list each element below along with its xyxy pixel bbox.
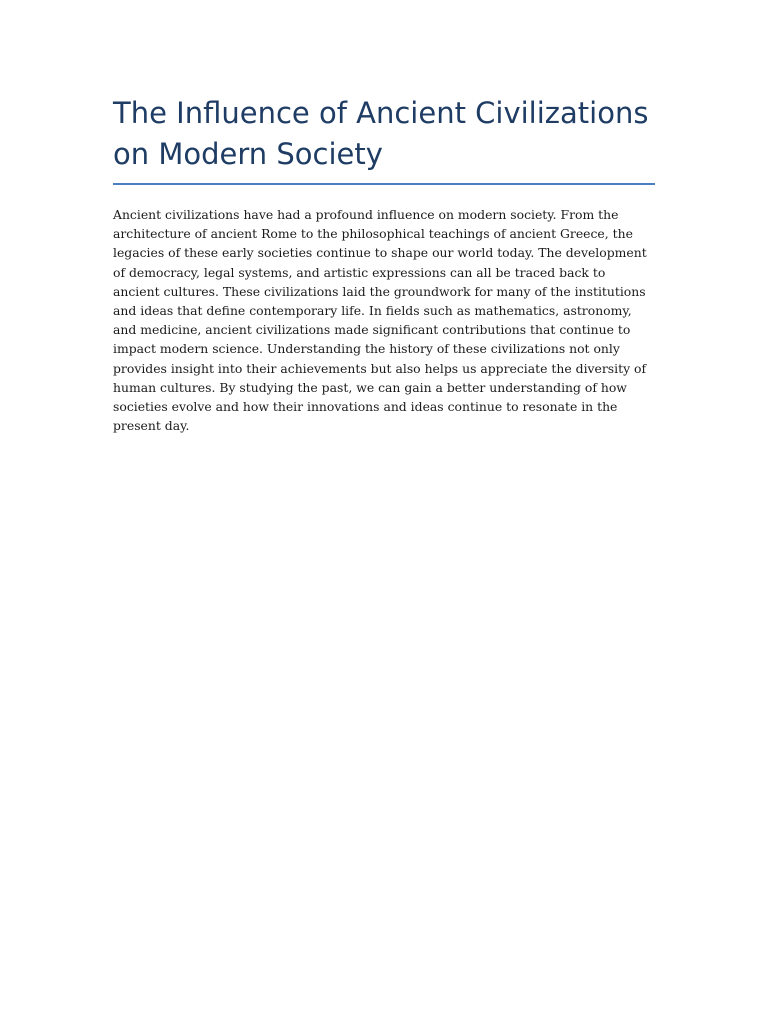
document-title: The Influence of Ancient Civilizations on Modern Society — [113, 93, 655, 185]
document-content — [113, 93, 655, 435]
document-body-paragraph: Ancient civilizations have had a profound influence on modern society. From the architecture of ancient Rome to the philosophical teachings of ancient Greece, the legacies of these early societies continue to shape our world today. The development of democracy, legal systems, and artistic expressions can all be traced back to ancient cultures. These civilizations laid the groundwork for many of the institutions and ideas that define contemporary life. In fields such as mathematics, astronomy, and medicine, ancient civilizations made significant contributions that continue to impact modern science. Understanding the history of these civilizations not only provides insight into their achievements but also helps us appreciate the diversity of human cultures. By studying the past, we can gain a better understanding of how societies evolve and how their innovations and ideas continue to resonate in the present day. — [113, 207, 647, 434]
